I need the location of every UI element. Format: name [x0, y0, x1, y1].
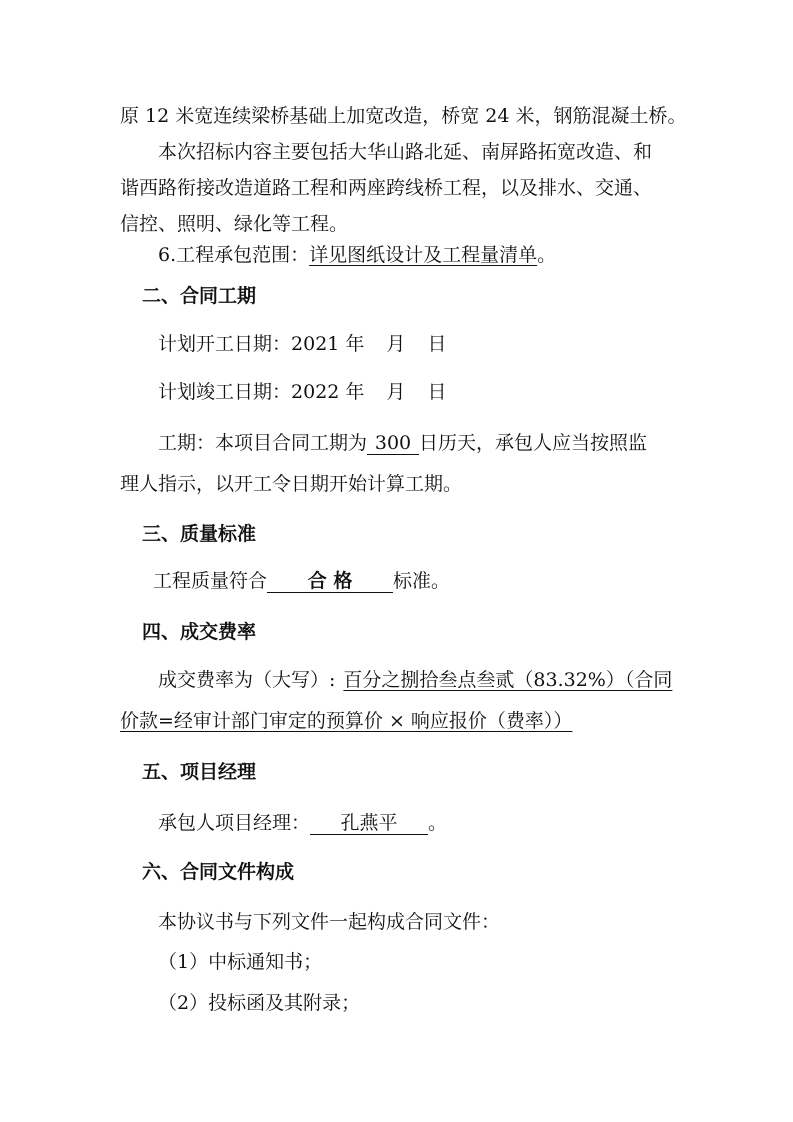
intro-line-3: 谐西路衔接改造道路工程和两座跨线桥工程，以及排水、交通、 — [120, 177, 653, 199]
list-item: （2）投标函及其附录； — [158, 992, 361, 1014]
end-month: 月 — [386, 381, 406, 403]
end-label: 计划竣工日期： — [158, 381, 292, 403]
scope-value: 详见图纸设计及工程量清单 — [309, 244, 538, 266]
fee-rate-value-1: 百分之捌拾叁点叁贰（83.32%）（合同 — [343, 669, 673, 691]
pm-prefix: 承包人项目经理： — [158, 812, 311, 834]
duration-suffix: 日历天，承包人应当按照监 — [419, 432, 648, 454]
pm-suffix: 。 — [428, 812, 448, 834]
duration-line-1 — [158, 430, 647, 456]
section-heading-fee-rate: 四、成交费率 — [142, 621, 257, 643]
list-item: （1）中标通知书； — [158, 951, 323, 973]
start-month: 月 — [386, 333, 406, 355]
contract-documents-intro: 本协议书与下列文件一起构成合同文件： — [158, 911, 501, 933]
fee-rate-line-2: 价款=经审计部门审定的预算价 × 响应报价（费率）） — [120, 710, 573, 732]
intro-line-4: 信控、照明、绿化等工程。 — [120, 213, 349, 235]
quality-value: 合 格 — [267, 570, 393, 593]
scope-line — [158, 242, 556, 268]
planned-start-date — [158, 331, 446, 357]
fee-rate-prefix: 成交费率为（大写）: — [158, 669, 336, 691]
start-label: 计划开工日期： — [158, 333, 292, 355]
quality-suffix: 标准。 — [393, 570, 451, 592]
section-heading-contract-period: 二、合同工期 — [142, 285, 257, 307]
section-heading-contract-documents: 六、合同文件构成 — [142, 861, 295, 883]
duration-value: 300 — [367, 432, 419, 455]
fee-rate-line-1 — [158, 667, 672, 693]
project-manager-line — [158, 810, 447, 836]
start-day: 日 — [427, 333, 447, 355]
intro-line-1: 原 12 米宽连续梁桥基础上加宽改造，桥宽 24 米，钢筋混凝土桥。 — [120, 105, 687, 127]
end-year: 2022 年 — [291, 381, 365, 403]
quality-prefix: 工程质量符合 — [153, 570, 268, 592]
duration-prefix: 工期：本项目合同工期为 — [158, 432, 368, 454]
end-day: 日 — [427, 381, 447, 403]
planned-end-date — [158, 379, 446, 405]
pm-value: 孔燕平 — [310, 812, 428, 835]
duration-line-2: 理人指示，以开工令日期开始计算工期。 — [120, 473, 463, 495]
section-heading-quality: 三、质量标准 — [142, 523, 257, 545]
section-heading-project-manager: 五、项目经理 — [142, 761, 257, 783]
scope-label: 6.工程承包范围： — [158, 244, 310, 266]
start-year: 2021 年 — [291, 333, 365, 355]
intro-line-2: 本次招标内容主要包括大华山路北延、南屏路拓宽改造、和 — [158, 141, 653, 163]
quality-line — [153, 568, 450, 594]
scope-end: 。 — [537, 244, 557, 266]
